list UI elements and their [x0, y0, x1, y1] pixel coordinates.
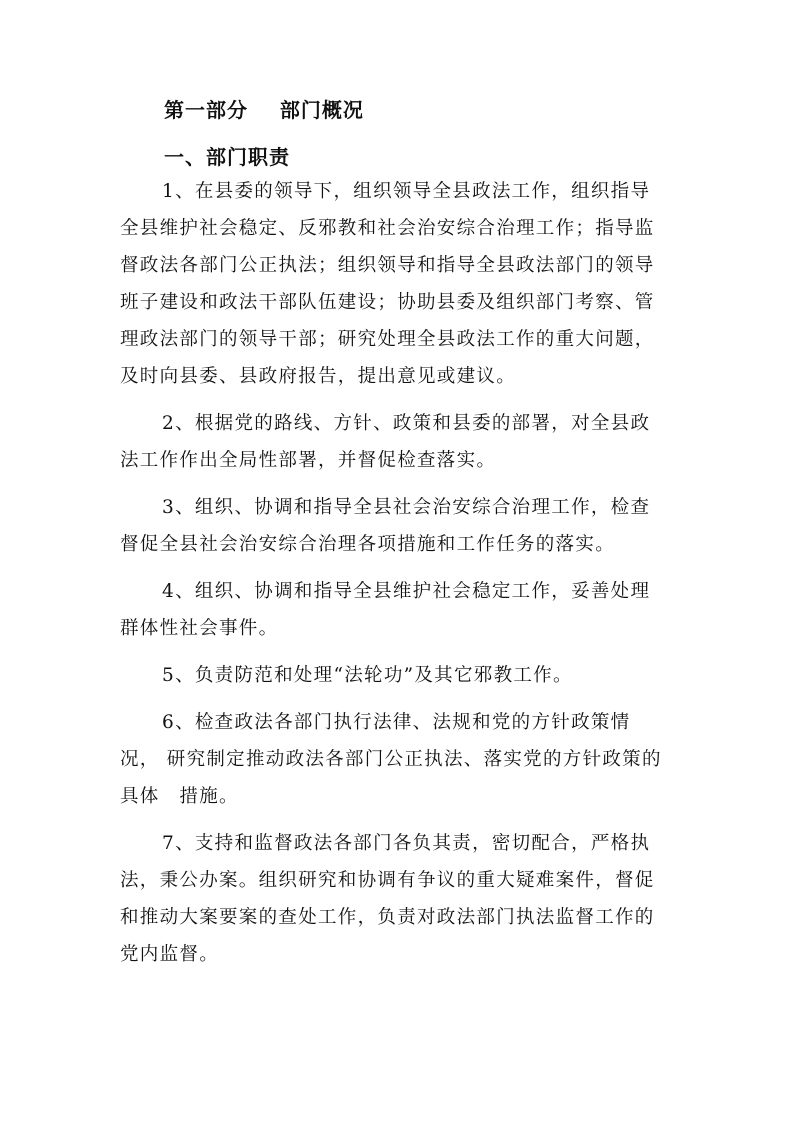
paragraph-1 [120, 173, 670, 395]
paragraph-2 [120, 405, 670, 479]
paragraph-3-text: 3、组织、协调和指导全县社会治安综合治理工作，检查 督促全县社会治安综合治理各项措施和工作任务的落实。 [120, 497, 658, 555]
paragraph-7-text: 7、支持和监督政法各部门各负其责，密切配合，严格执 法，秉公办案。组织研究和协调有争议的重大疑难案件，督促 和推动大案要案的查处工作，负责对政法部门执法监督工作的 党内监督。 [120, 833, 662, 965]
section-title: 一、部门职责 [164, 145, 290, 169]
document-body [120, 173, 670, 983]
paragraph-5-text: 5、负责防范和处理“法轮功”及其它邪教工作。 [162, 665, 573, 686]
paragraph-7 [120, 825, 670, 973]
paragraph-1-text: 1、在县委的领导下，组织领导全县政法工作，组织指导 全县维护社会稳定、反邪教和社会治安综合治理工作；指导监 督政法各部门公正执法；组织领导和指导全县政法部门的领导 班子建设和政法干部队伍建设；协助县委及组织部门考察、管 理政法部门的领导干部；研究处理全县政法工作的重大问题， 及时向县委、县政府报告，提出意见或建议。 [120, 181, 671, 387]
paragraph-3 [120, 489, 670, 563]
paragraph-6-text: 6、检查政法各部门执行法律、法规和党的方针政策情况， 研究制定推动政法各部门公正执法、落实党的方针政策的具体 措施。 [120, 712, 662, 807]
part-title: 第一部分 部门概况 [164, 98, 364, 122]
paragraph-6 [120, 704, 670, 815]
paragraph-5 [120, 657, 670, 694]
paragraph-2-text: 2、根据党的路线、方针、政策和县委的部署，对全县政 法工作作出全局性部署，并督促检查落实。 [120, 413, 658, 471]
paragraph-4 [120, 573, 670, 647]
paragraph-4-text: 4、组织、协调和指导全县维护社会稳定工作，妥善处理 群体性社会事件。 [120, 581, 658, 639]
